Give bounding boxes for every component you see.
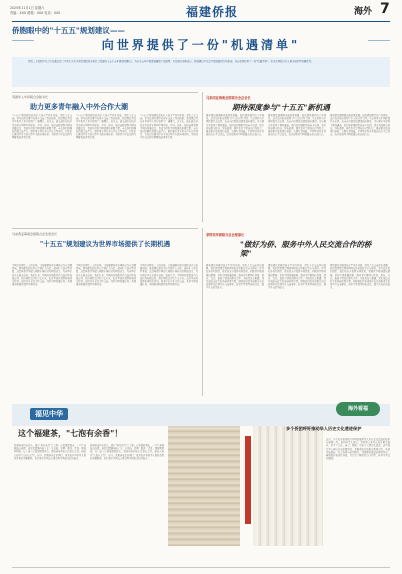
page-number: 7 — [380, 1, 390, 17]
issue-date: 2025年11月1日 星期六 — [10, 6, 45, 10]
headline-rule-right — [368, 40, 390, 41]
headline-rule-left — [12, 40, 34, 41]
footer-divider — [12, 567, 390, 568]
article-2-body-col-3: 规划建议强调推动高质量发展、加快建设现代化产业体系，这让海外侨商看到了巨大的合作空间。马来西亚与中国经贸往来密切，海南自由贸易港建设稳步推进，为东盟企业提供了便利通道。我们将积极组织侨商考察团，深度对接数字经济、绿色能源、现代农业等领域的合作机会，推动更多优质项目落地，实现互利共赢。中国坚持对外开放的决心不会改变，海外侨胞对中国发展前景充满信心。 — [330, 114, 390, 137]
feature-left-body-col-1: 武夷岩茶历史悠久，素有"岩骨花香"之美誉。在福建武夷山，一片片茶园依山而建，茶农们遵循传统工艺，从采摘、萎凋、做青、杀青、揉捻到烘焙，每一道工序都凝聚着匠心。优质岩茶冲泡七次仍有余香，被茶人称为"七泡有余香"。如今，武夷岩茶走出国门，成为海外华侨华人寄托乡愁的重要载体，也让更多外国友人感受到中国茶文化的魅力。 — [14, 444, 86, 460]
feature-label: 福见中华 — [30, 408, 68, 420]
article-divider — [12, 92, 198, 93]
feature-banner — [12, 404, 390, 426]
column-divider — [202, 228, 203, 396]
article-4-body-col-2: 规划建议对推进高水平对外开放、深化人文交流作出部署。我们深切感受到祖国对海外侨胞的关心与期待。作为海外侨社组织，我们将充分发挥自身优势，积极宣介规划建议精神，讲好中国发展故事，推动菲中两国在经贸、教育、文化、旅游等领域的务实合作，为促进民心相通、深化双边友好关系贡献侨界力量。同时我们也希望更多海外侨胞青年投身中外交流事业，传承中华优秀传统文化，做中外友好的使者。 — [268, 264, 326, 290]
photo-caption-bar — [245, 436, 251, 524]
tea-photo — [168, 426, 240, 546]
article-1-title: 助力更多青年融入中外合作大潮 — [30, 102, 128, 111]
article-4-title: "做好为侨、服务中外人民交流合作的桥梁" — [240, 240, 372, 258]
article-1-body-col-3: "十五五"规划建议提出扩大高水平对外开放，深化人文交流。作为长期从事中英青年交流工作的侨胞，我深感这为海外华侨华人青年提供了广阔舞台。近年来，越来越多的海外华裔青年回到中国参访、学习、创业，他们亲眼看到中国的发展变化，也成为讲好中国故事的重要力量。未来我们将继续搭建交流平台，组织更多青年参与中外合作项目，让他们在推动中外互利合作中实现自身价值，为增进中外民众相互理解贡献青春力量。 — [140, 114, 198, 140]
article-3-title: "十五五"规划建议为世界市场提供了长期机遇 — [39, 240, 171, 248]
article-4-body-col-3: 规划建议对推进高水平对外开放、深化人文交流作出部署。我们深切感受到祖国对海外侨胞的关心与期待。作为海外侨社组织，我们将充分发挥自身优势，积极宣介规划建议精神，讲好中国发展故事，推动菲中两国在经贸、教育、文化、旅游等领域的务实合作，为促进民心相通、深化双边友好关系贡献侨界力量。同时我们也希望更多海外侨胞青年投身中外交流事业，传承中华优秀传统文化，做中外友好的使者。 — [330, 264, 390, 290]
article-2-kicker: 马来西亚海南会馆联合会总会长 — [206, 96, 251, 100]
article-2-body-col-1: 规划建议强调推动高质量发展、加快建设现代化产业体系，这让海外侨商看到了巨大的合作空间。马来西亚与中国经贸往来密切，海南自由贸易港建设稳步推进，为东盟企业提供了便利通道。我们将积极组织侨商考察团，深度对接数字经济、绿色能源、现代农业等领域的合作机会，推动更多优质项目落地，实现互利共赢。中国坚持对外开放的决心不会改变，海外侨胞对中国发展前景充满信心。 — [206, 114, 264, 137]
article-divider — [12, 228, 198, 229]
topic-kicker: 侨胞眼中的"十五五"规划建议—— — [12, 26, 125, 35]
tea-workshop-photo — [253, 426, 323, 546]
article-3-body-col-3: 中国是世界第二大经济体，其发展规划对全球经济具有重要影响。规划建议提出坚定不移扩大内需，稳步扩大制度型开放，这意味着中国超大规模市场将持续释放活力，为各国企业带来更多商机。我们认为，中国的开放政策具有连续性和稳定性，给外国投资者吃下定心丸。海外华商将发挥桥梁纽带作用，促进中外企业合作交流，共享中国发展红利，共同推动构建开放型世界经济。 — [140, 264, 198, 287]
feature-right-body: 近日，多个海外侨团联合呼吁加强对华人历史文化遗迹的保护与修缮工作。侨团负责人表示，早期华人先辈在海外艰苦创业，留下了会馆、庙宇、墓园、学校等大量历史遗迹，这些都是华人移民史的重要见证，承载着海外侨胞的集体记忆。希望当地政府、社会各界与侨团携手，共同做好遗迹的调查登记、修缮保护和活化利用，让后代了解先辈奋斗历程，传承中华文化根脉。 — [326, 438, 390, 461]
page-headline: 向世界提供了一份"机遇清单" — [101, 38, 301, 52]
article-2-title: 期待深度参与"十五五"新机遇 — [232, 103, 330, 112]
article-2-body-col-2: 规划建议强调推动高质量发展、加快建设现代化产业体系，这让海外侨商看到了巨大的合作空间。马来西亚与中国经贸往来密切，海南自由贸易港建设稳步推进，为东盟企业提供了便利通道。我们将积极组织侨商考察团，深度对接数字经济、绿色能源、现代农业等领域的合作机会，推动更多优质项目落地，实现互利共赢。中国坚持对外开放的决心不会改变，海外侨胞对中国发展前景充满信心。 — [268, 114, 326, 137]
article-1-body-col-2: "十五五"规划建议提出扩大高水平对外开放，深化人文交流。作为长期从事中英青年交流工作的侨胞，我深感这为海外华侨华人青年提供了广阔舞台。近年来，越来越多的海外华裔青年回到中国参访、学习、创业，他们亲眼看到中国的发展变化，也成为讲好中国故事的重要力量。未来我们将继续搭建交流平台，组织更多青年参与中外合作项目，让他们在推动中外互利合作中实现自身价值，为增进中外民众相互理解贡献青春力量。 — [76, 114, 136, 140]
editor-meta: 责编：XXX 邮箱：XXX 电话：XXX — [10, 11, 61, 15]
section-badge: 海外看福 — [336, 402, 380, 416]
article-1-kicker: 英国华人华侨联合会秘书长 — [12, 95, 49, 99]
section-name: 海外 — [354, 7, 373, 17]
article-3-kicker: 马来西亚海南会馆联合会名誉会长 — [12, 232, 58, 236]
column-divider — [202, 92, 203, 222]
lead-paragraph: 党的二十届四中全会审议通过的《中共中央关于制定国民经济和社会发展第十五个五年规划的建议》，为未来五年中国发展描绘了新蓝图。多位海外侨胞表示，规划建议不仅是中国发展的行动指南，也向世界提供了一份"机遇清单"，将为世界经济注入更多稳定性和确定性。 — [28, 60, 314, 63]
article-1-body-col-1: "十五五"规划建议提出扩大高水平对外开放，深化人文交流。作为长期从事中英青年交流工作的侨胞，我深感这为海外华侨华人青年提供了广阔舞台。近年来，越来越多的海外华裔青年回到中国参访、学习、创业，他们亲眼看到中国的发展变化，也成为讲好中国故事的重要力量。未来我们将继续搭建交流平台，组织更多青年参与中外合作项目，让他们在推动中外互利合作中实现自身价值，为增进中外民众相互理解贡献青春力量。 — [12, 114, 72, 140]
feature-left-body-col-2: 武夷岩茶历史悠久，素有"岩骨花香"之美誉。在福建武夷山，一片片茶园依山而建，茶农们遵循传统工艺，从采摘、萎凋、做青、杀青、揉捻到烘焙，每一道工序都凝聚着匠心。优质岩茶冲泡七次仍有余香，被茶人称为"七泡有余香"。如今，武夷岩茶走出国门，成为海外华侨华人寄托乡愁的重要载体，也让更多外国友人感受到中国茶文化的魅力。 — [90, 444, 164, 460]
masthead-divider — [12, 21, 390, 22]
article-3-body-col-1: 中国是世界第二大经济体，其发展规划对全球经济具有重要影响。规划建议提出坚定不移扩大内需，稳步扩大制度型开放，这意味着中国超大规模市场将持续释放活力，为各国企业带来更多商机。我们认为，中国的开放政策具有连续性和稳定性，给外国投资者吃下定心丸。海外华商将发挥桥梁纽带作用，促进中外企业合作交流，共享中国发展红利，共同推动构建开放型世界经济。 — [12, 264, 72, 287]
article-4-body-col-1: 规划建议对推进高水平对外开放、深化人文交流作出部署。我们深切感受到祖国对海外侨胞的关心与期待。作为海外侨社组织，我们将充分发挥自身优势，积极宣介规划建议精神，讲好中国发展故事，推动菲中两国在经贸、教育、文化、旅游等领域的务实合作，为促进民心相通、深化双边友好关系贡献侨界力量。同时我们也希望更多海外侨胞青年投身中外交流事业，传承中华优秀传统文化，做中外友好的使者。 — [206, 264, 264, 290]
newspaper-logo: 福建侨报 — [186, 5, 239, 19]
feature-left-title: 这个福建茶，"七泡有余香"！ — [18, 428, 123, 438]
article-4-kicker: 菲律宾华商联合总会理事长 — [206, 233, 245, 237]
feature-right-title: 多个侨团呼吁推动华人历史文化遗迹保护 — [286, 426, 362, 431]
article-3-body-col-2: 中国是世界第二大经济体，其发展规划对全球经济具有重要影响。规划建议提出坚定不移扩大内需，稳步扩大制度型开放，这意味着中国超大规模市场将持续释放活力，为各国企业带来更多商机。我们认为，中国的开放政策具有连续性和稳定性，给外国投资者吃下定心丸。海外华商将发挥桥梁纽带作用，促进中外企业合作交流，共享中国发展红利，共同推动构建开放型世界经济。 — [76, 264, 136, 287]
